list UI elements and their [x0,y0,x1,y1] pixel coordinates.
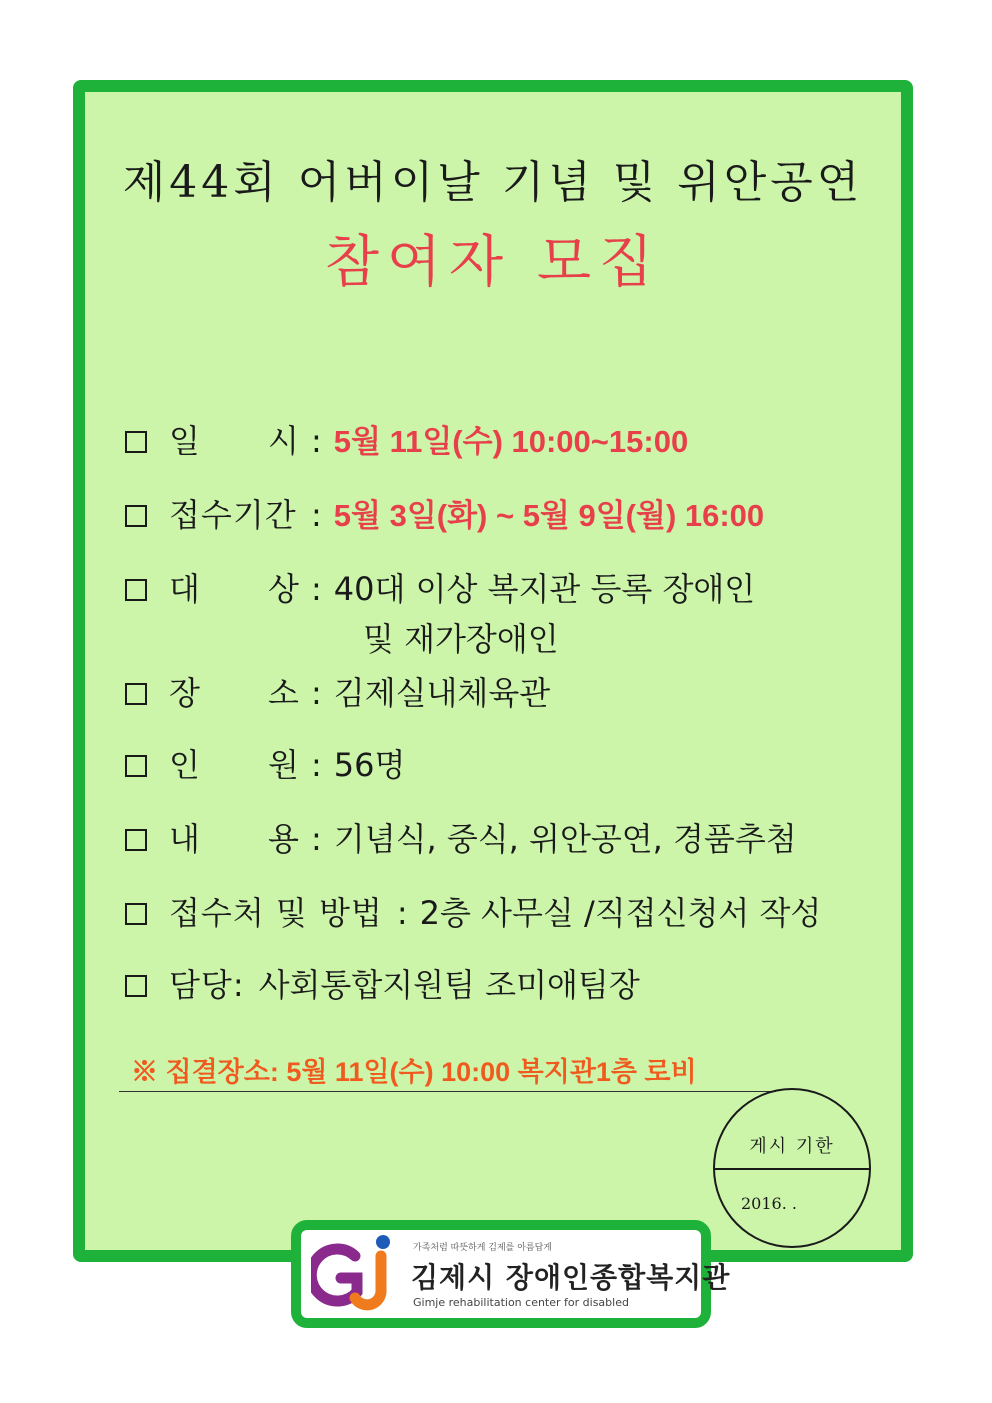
gathering-place-note: ※ 집결장소: 5월 11일(수) 10:00 복지관1층 로비 [119,1050,776,1092]
item-value: 2층 사무실 /직접신청서 작성 [419,894,822,932]
item-value: 56명 [333,746,406,784]
checkbox-icon [125,829,147,851]
item-colon: : [311,674,322,712]
item-colon: : [311,820,322,858]
gj-logo-icon [311,1234,403,1316]
item-value: 5월 3일(화) ~ 5월 9일(월) 16:00 [333,498,765,533]
poster-frame [73,80,913,1309]
item-colon: : [311,570,322,608]
item-label: 일 시 [169,422,300,460]
posting-deadline-stamp [713,1088,871,1248]
logo-organization-name: 김제시 장애인종합복지관 [411,1261,731,1294]
stamp-divider [715,1168,869,1170]
stamp-date: 2016. . [741,1194,797,1213]
item-value: 5월 11일(수) 10:00~15:00 [333,424,689,459]
organization-logo-card [291,1220,731,1328]
stamp-title: 게시 기한 [749,1136,835,1157]
item-value: 사회통합지원팀 조미애팀장 [258,966,640,1004]
item-contact [125,960,640,1006]
checkbox-icon [125,903,147,925]
item-location [125,668,550,714]
item-colon: : [311,496,322,534]
recruit-heading: 참여자 모집 [324,230,662,295]
item-value: 40대 이상 복지관 등록 장애인 [333,570,756,608]
item-target-continued [363,614,559,660]
item-value-continued: 및 재가장애인 [363,620,559,658]
item-label: 접수처 및 방법 [169,894,383,932]
checkbox-icon [125,683,147,705]
item-label: 내 용 [169,820,300,858]
item-value: 김제실내체육관 [333,674,551,712]
item-target [125,564,755,610]
item-colon: : [311,746,322,784]
item-value: 기념식, 중식, 위안공연, 경품추첨 [333,820,797,858]
logo-tagline: 가족처럼 따뜻하게 김제를 아름답게 [413,1243,552,1253]
item-program [125,814,797,860]
item-registration-period [125,490,764,536]
logo-english-name: Gimje rehabilitation center for disabled [413,1296,629,1309]
item-label: 담당: [169,966,245,1004]
item-label: 대 상 [169,570,300,608]
item-colon: : [396,894,408,932]
item-registration-method [125,888,821,934]
event-title: 제44회 어버이날 기념 및 위안공연 [122,157,864,208]
item-label: 장 소 [169,674,300,712]
item-colon: : [311,422,322,460]
item-label: 접수기간 [169,496,297,534]
checkbox-icon [125,505,147,527]
item-headcount [125,740,405,786]
item-label: 인 원 [169,746,300,784]
checkbox-icon [125,431,147,453]
checkbox-icon [125,755,147,777]
checkbox-icon [125,975,147,997]
checkbox-icon [125,579,147,601]
item-date [125,416,688,462]
